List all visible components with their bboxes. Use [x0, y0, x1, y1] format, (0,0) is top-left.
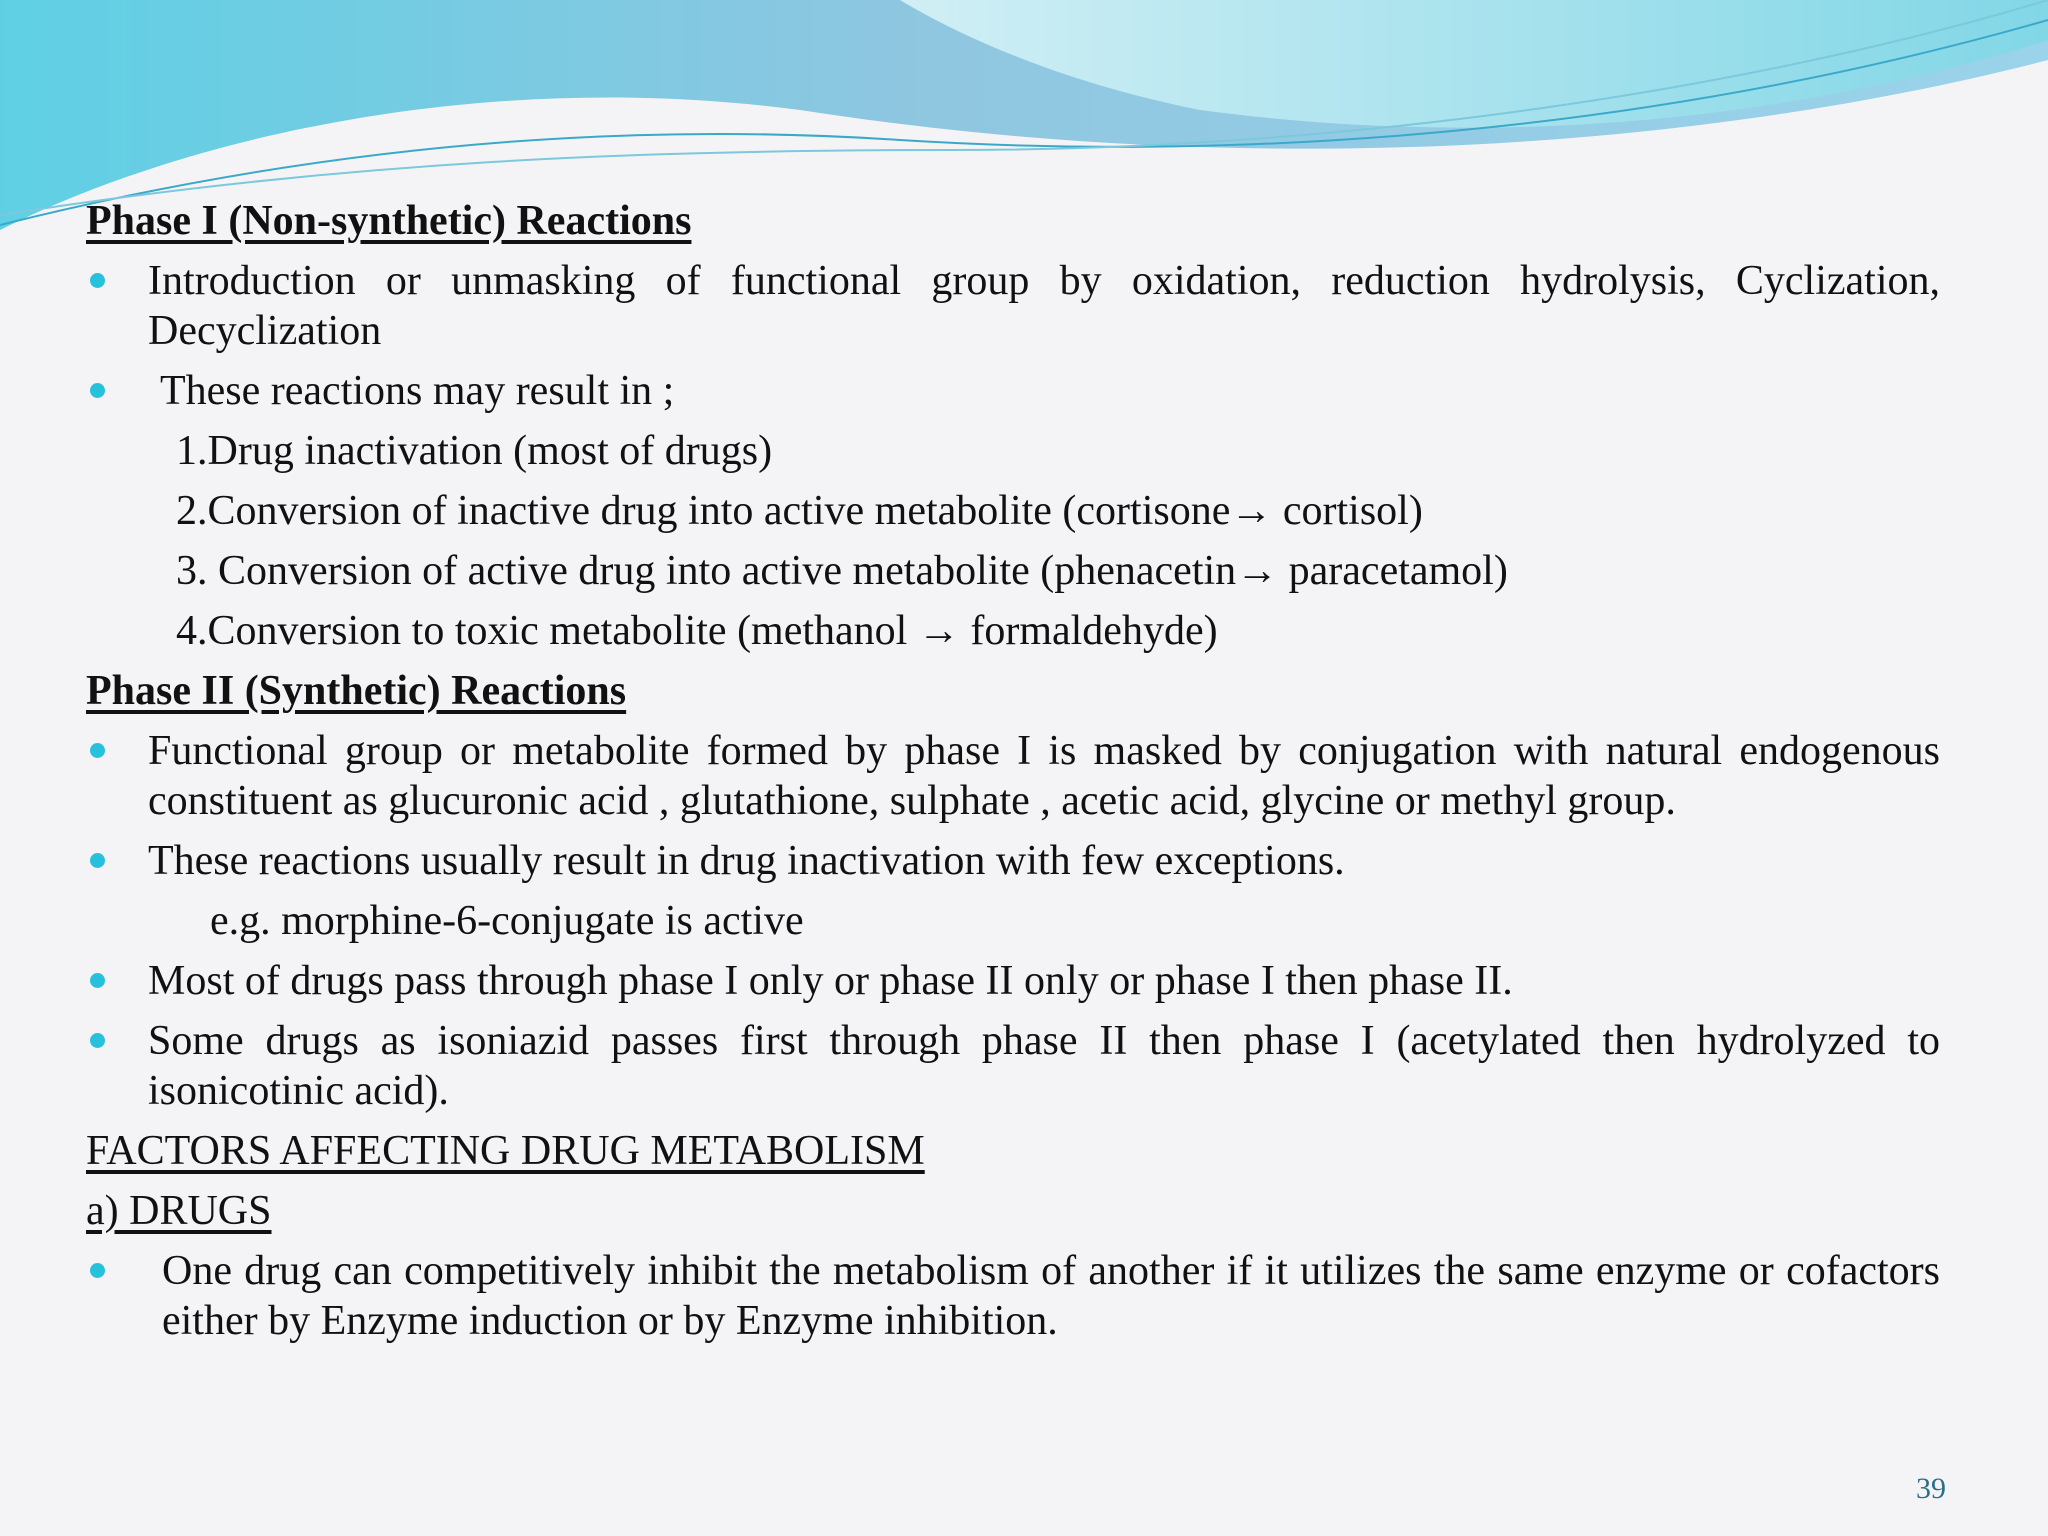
- list-item: These reactions may result in ;: [86, 366, 1940, 416]
- list-item: Functional group or metabolite formed by phase I is masked by conjugation with natural endogenous constituent as glucuronic acid , glutathione, sulphate , acetic acid, glycine or methyl group.: [86, 726, 1940, 826]
- phase1-heading: Phase I (Non-synthetic) Reactions: [86, 198, 692, 244]
- list-item: Introduction or unmasking of functional group by oxidation, reduction hydrolysis, Cyclization, Decyclization: [86, 256, 1940, 356]
- result-item: 2.Conversion of inactive drug into active metabolite (cortisone→ cortisol): [176, 488, 1423, 534]
- result-item: 1.Drug inactivation (most of drugs): [176, 428, 773, 474]
- phase2-heading: Phase II (Synthetic) Reactions: [86, 668, 627, 714]
- factors-subheading: a) DRUGS: [86, 1188, 272, 1234]
- example-text: e.g. morphine-6-conjugate is active: [210, 898, 804, 944]
- slide-content: [86, 196, 1940, 1346]
- result-item: 3. Conversion of active drug into active metabolite (phenacetin→ paracetamol): [176, 548, 1508, 594]
- result-item: 4.Conversion to toxic metabolite (methanol → formaldehyde): [176, 608, 1218, 654]
- list-item: One drug can competitively inhibit the metabolism of another if it utilizes the same enzyme or cofactors either by Enzyme induction or by Enzyme inhibition.: [86, 1246, 1940, 1346]
- list-item: Most of drugs pass through phase I only or phase II only or phase I then phase II.: [86, 956, 1940, 1006]
- factors-heading: FACTORS AFFECTING DRUG METABOLISM: [86, 1128, 925, 1174]
- bullet-icon: [90, 273, 105, 288]
- bullet-icon: [90, 853, 105, 868]
- bullet-icon: [90, 1033, 105, 1048]
- bullet-icon: [90, 1263, 105, 1278]
- bullet-icon: [90, 973, 105, 988]
- bullet-icon: [90, 383, 105, 398]
- bullet-icon: [90, 743, 105, 758]
- list-item: These reactions usually result in drug inactivation with few exceptions.: [86, 836, 1940, 886]
- page-number: 39: [1916, 1472, 1946, 1505]
- list-item: Some drugs as isoniazid passes first through phase II then phase I (acetylated then hydrolyzed to isonicotinic acid).: [86, 1016, 1940, 1116]
